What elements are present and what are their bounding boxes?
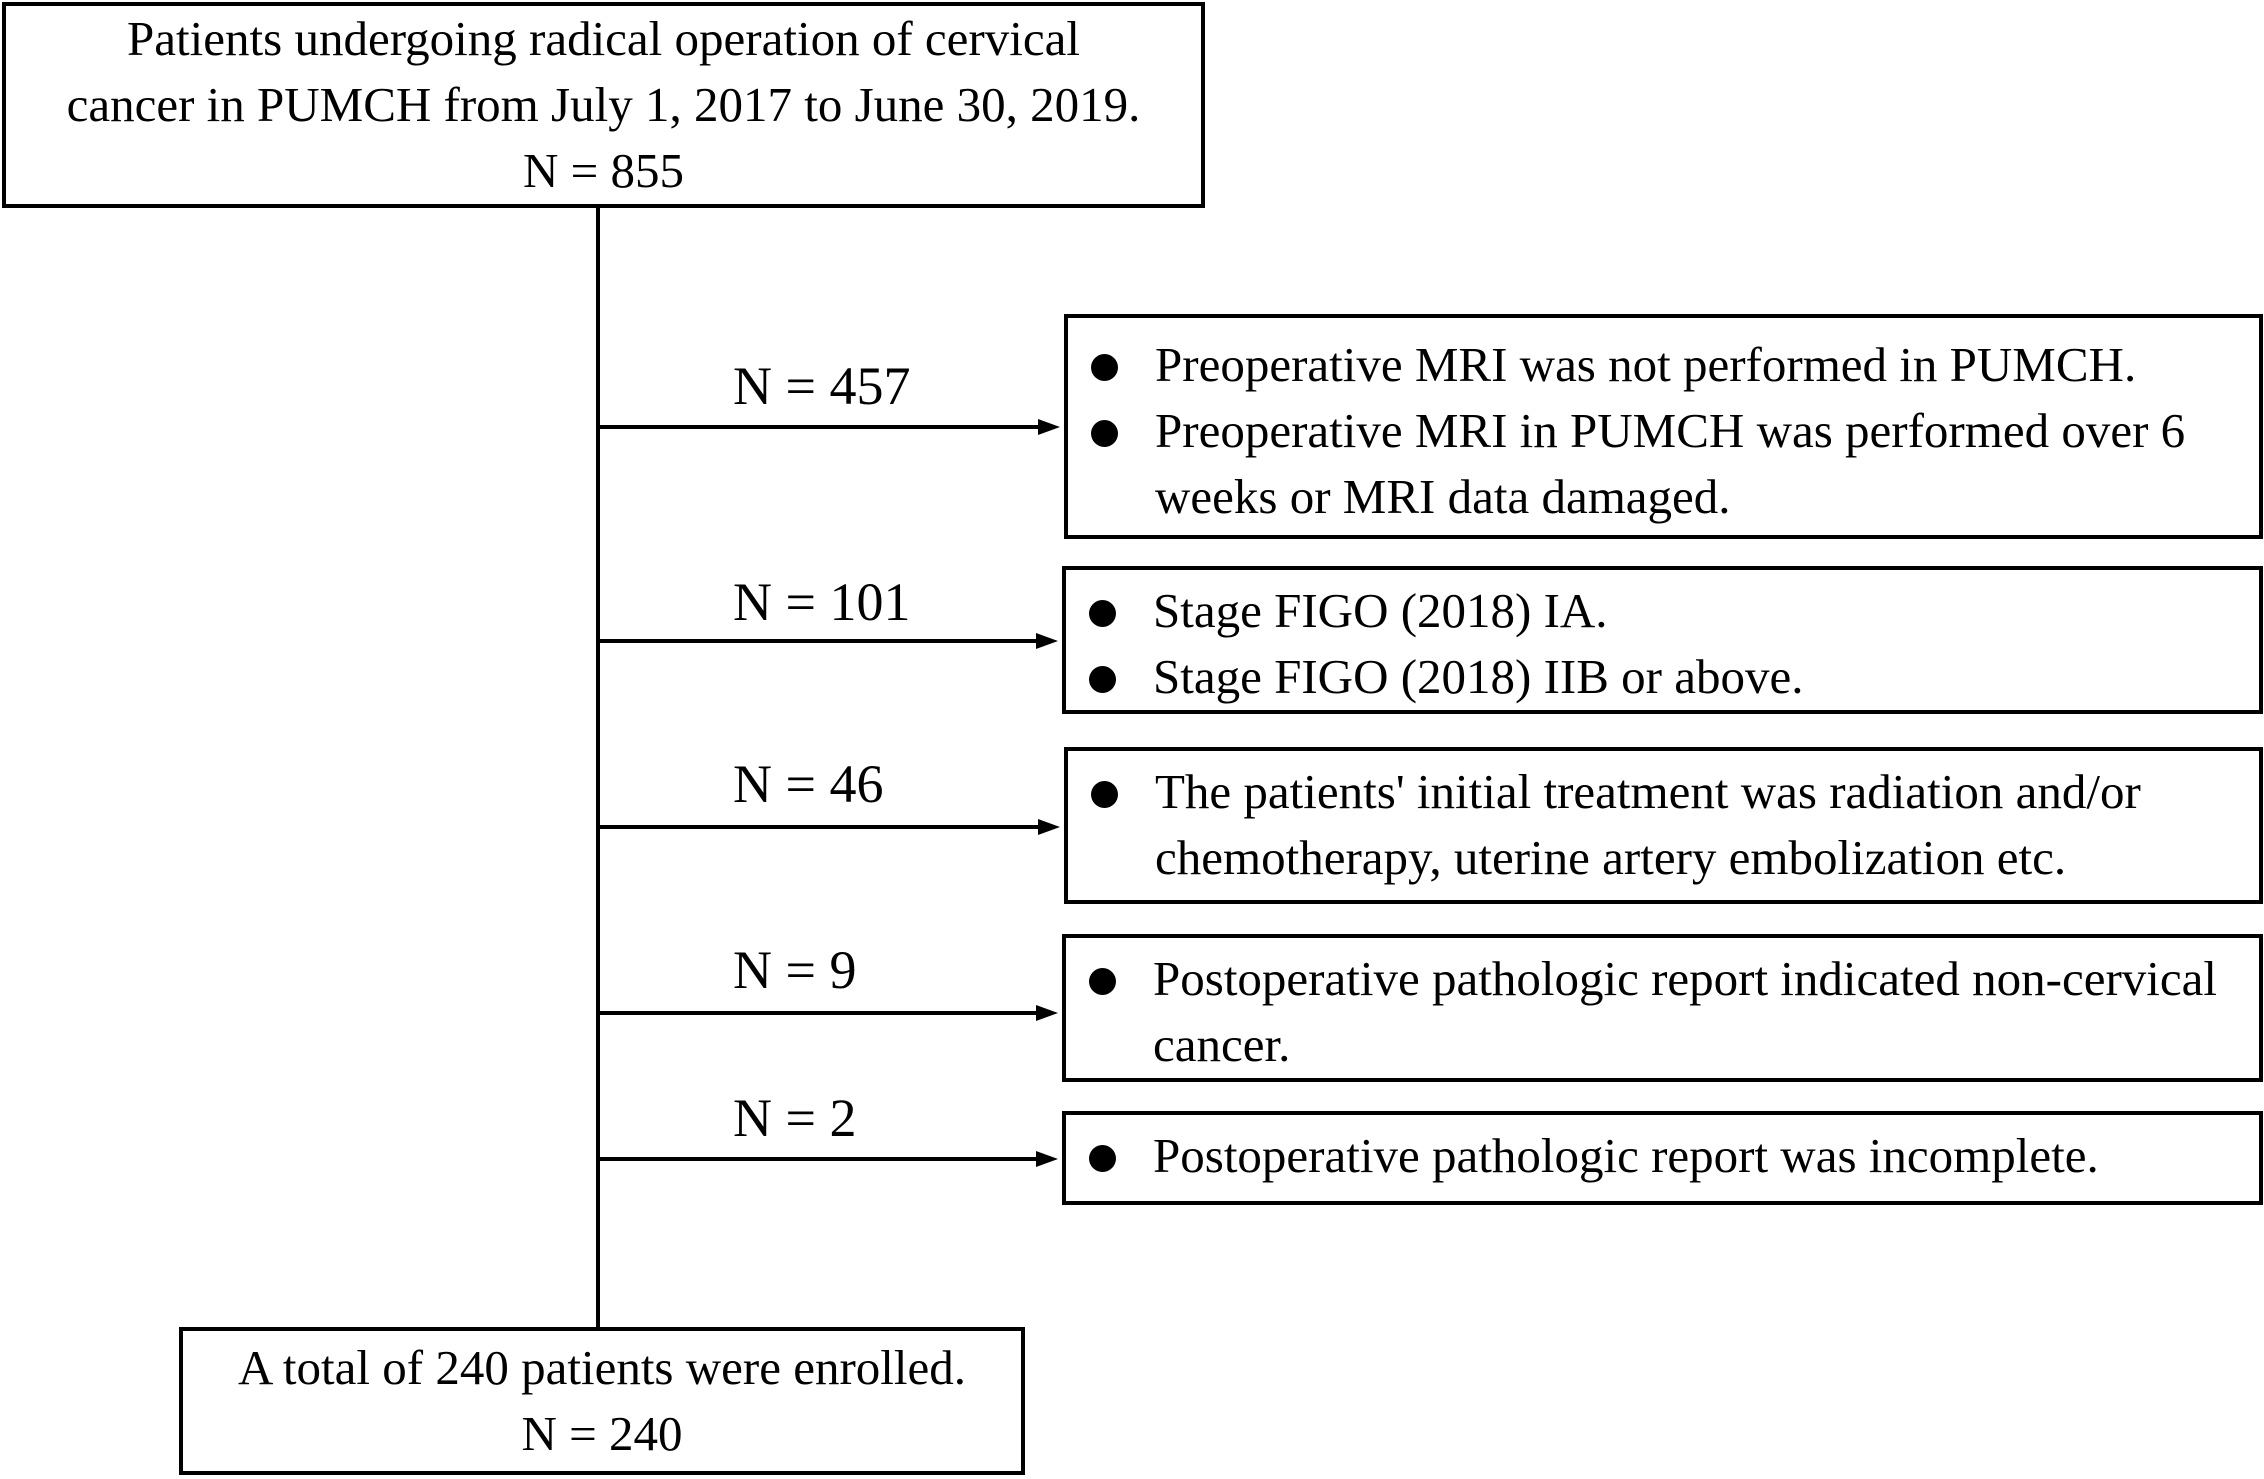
- bullet-icon: [1091, 420, 1118, 447]
- branch-arrow-1-head: [1038, 419, 1060, 435]
- exclusion-5-item-1: [1066, 1123, 2239, 1189]
- exclusion-box-3: [1064, 747, 2263, 904]
- exclusion-1-count: N = 457: [733, 356, 911, 416]
- exclusion-2-item-1-text: Stage FIGO (2018) IA.: [1153, 583, 1608, 638]
- exclusion-2-item-2: [1066, 644, 2239, 710]
- exclusion-2-item-1: [1066, 578, 2239, 644]
- start-box-line-3: N = 855: [522, 143, 685, 198]
- exclusion-3-item-1-text: The patients' initial treatment was radiation and/or chemotherapy, uterine artery embolization etc.: [1155, 764, 2141, 885]
- start-box-line-1: Patients undergoing radical operation of cervical: [127, 11, 1080, 66]
- end-box-line-1: A total of 240 patients were enrolled.: [238, 1340, 966, 1395]
- bullet-icon: [1089, 1145, 1116, 1172]
- exclusion-2-count: N = 101: [733, 572, 911, 632]
- exclusion-1-item-1: [1068, 332, 2239, 398]
- exclusion-5-item-1-text: Postoperative pathologic report was incomplete.: [1153, 1128, 2099, 1183]
- exclusion-box-2: [1062, 566, 2263, 714]
- bullet-icon: [1089, 968, 1116, 995]
- bullet-icon: [1091, 781, 1118, 808]
- exclusion-box-5: [1062, 1111, 2263, 1205]
- bullet-icon: [1091, 354, 1118, 381]
- bullet-icon: [1089, 600, 1116, 627]
- branch-arrow-2-head: [1036, 633, 1058, 649]
- end-box: [179, 1327, 1025, 1475]
- exclusion-1-item-2: [1068, 398, 2239, 530]
- start-box-line-2: cancer in PUMCH from July 1, 2017 to June 30, 2019.: [66, 77, 1141, 132]
- branch-arrow-4-head: [1036, 1005, 1058, 1021]
- exclusion-4-count: N = 9: [733, 940, 857, 1000]
- exclusion-3-count: N = 46: [733, 754, 884, 814]
- exclusion-4-item-1-text: Postoperative pathologic report indicated non-cervical cancer.: [1153, 951, 2218, 1072]
- start-box: [2, 2, 1205, 208]
- exclusion-5-count: N = 2: [733, 1088, 857, 1148]
- end-box-line-2: N = 240: [521, 1406, 683, 1461]
- branch-arrow-3-head: [1038, 819, 1060, 835]
- exclusion-box-1: [1064, 314, 2263, 539]
- exclusion-1-item-2-text: Preoperative MRI in PUMCH was performed over 6 weeks or MRI data damaged.: [1155, 403, 2186, 524]
- exclusion-1-item-1-text: Preoperative MRI was not performed in PUMCH.: [1155, 337, 2137, 392]
- exclusion-box-4: [1062, 934, 2263, 1082]
- branch-arrow-5-head: [1036, 1151, 1058, 1167]
- bullet-icon: [1089, 666, 1116, 693]
- exclusion-2-item-2-text: Stage FIGO (2018) IIB or above.: [1153, 649, 1804, 704]
- exclusion-4-item-1: [1066, 946, 2239, 1078]
- exclusion-3-item-1: [1068, 759, 2239, 891]
